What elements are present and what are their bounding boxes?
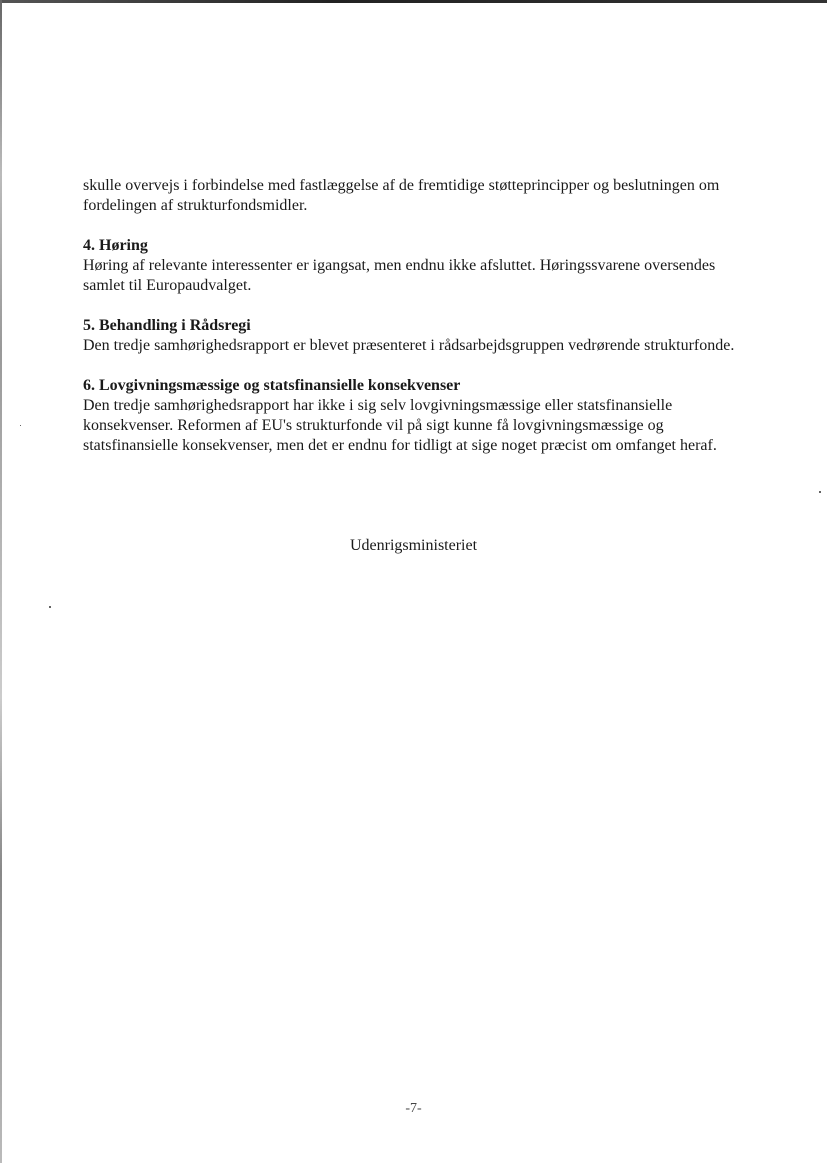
document-body: [83, 176, 743, 456]
section-heading: 6. Lovgivningsmæssige og statsfinansielle konsekvenser: [83, 377, 461, 394]
section-behandling: [83, 316, 743, 356]
section-body: Den tredje samhørighedsrapport er blevet præsenteret i rådsarbejdsgruppen vedrørende strukturfonde.: [83, 337, 735, 354]
section-konsekvenser: [83, 376, 743, 456]
scan-left-edge: [0, 0, 2, 1163]
section-body: Høring af relevante interessenter er igangsat, men endnu ikke afsluttet. Høringssvarene oversendes samlet til Europaudvalget.: [83, 257, 716, 294]
signature: Udenrigsministeriet: [349, 537, 478, 554]
scan-top-edge: [0, 0, 827, 3]
scan-speck: [49, 606, 51, 608]
page-number: -7-: [405, 1101, 422, 1116]
section-body: Den tredje samhørighedsrapport har ikke i sig selv lovgivningsmæssige eller statsfinansielle konsekvenser. Reformen af EU's strukturfonde vil på sigt kunne få lovgivningsmæssige og statsfinansielle konsekvenser, men det er endnu for tidligt at sige noget præcist om omfanget heraf.: [83, 397, 717, 454]
scan-speck: [819, 491, 821, 493]
section-heading: 5. Behandling i Rådsregi: [83, 317, 251, 334]
scan-speck: [20, 425, 21, 426]
intro-paragraph: skulle overvejs i forbindelse med fastlæggelse af de fremtidige støtteprincipper og beslutningen om fordelingen af strukturfondsmidler.: [83, 177, 720, 214]
section-heading: 4. Høring: [83, 237, 148, 254]
section-hoering: [83, 236, 743, 296]
